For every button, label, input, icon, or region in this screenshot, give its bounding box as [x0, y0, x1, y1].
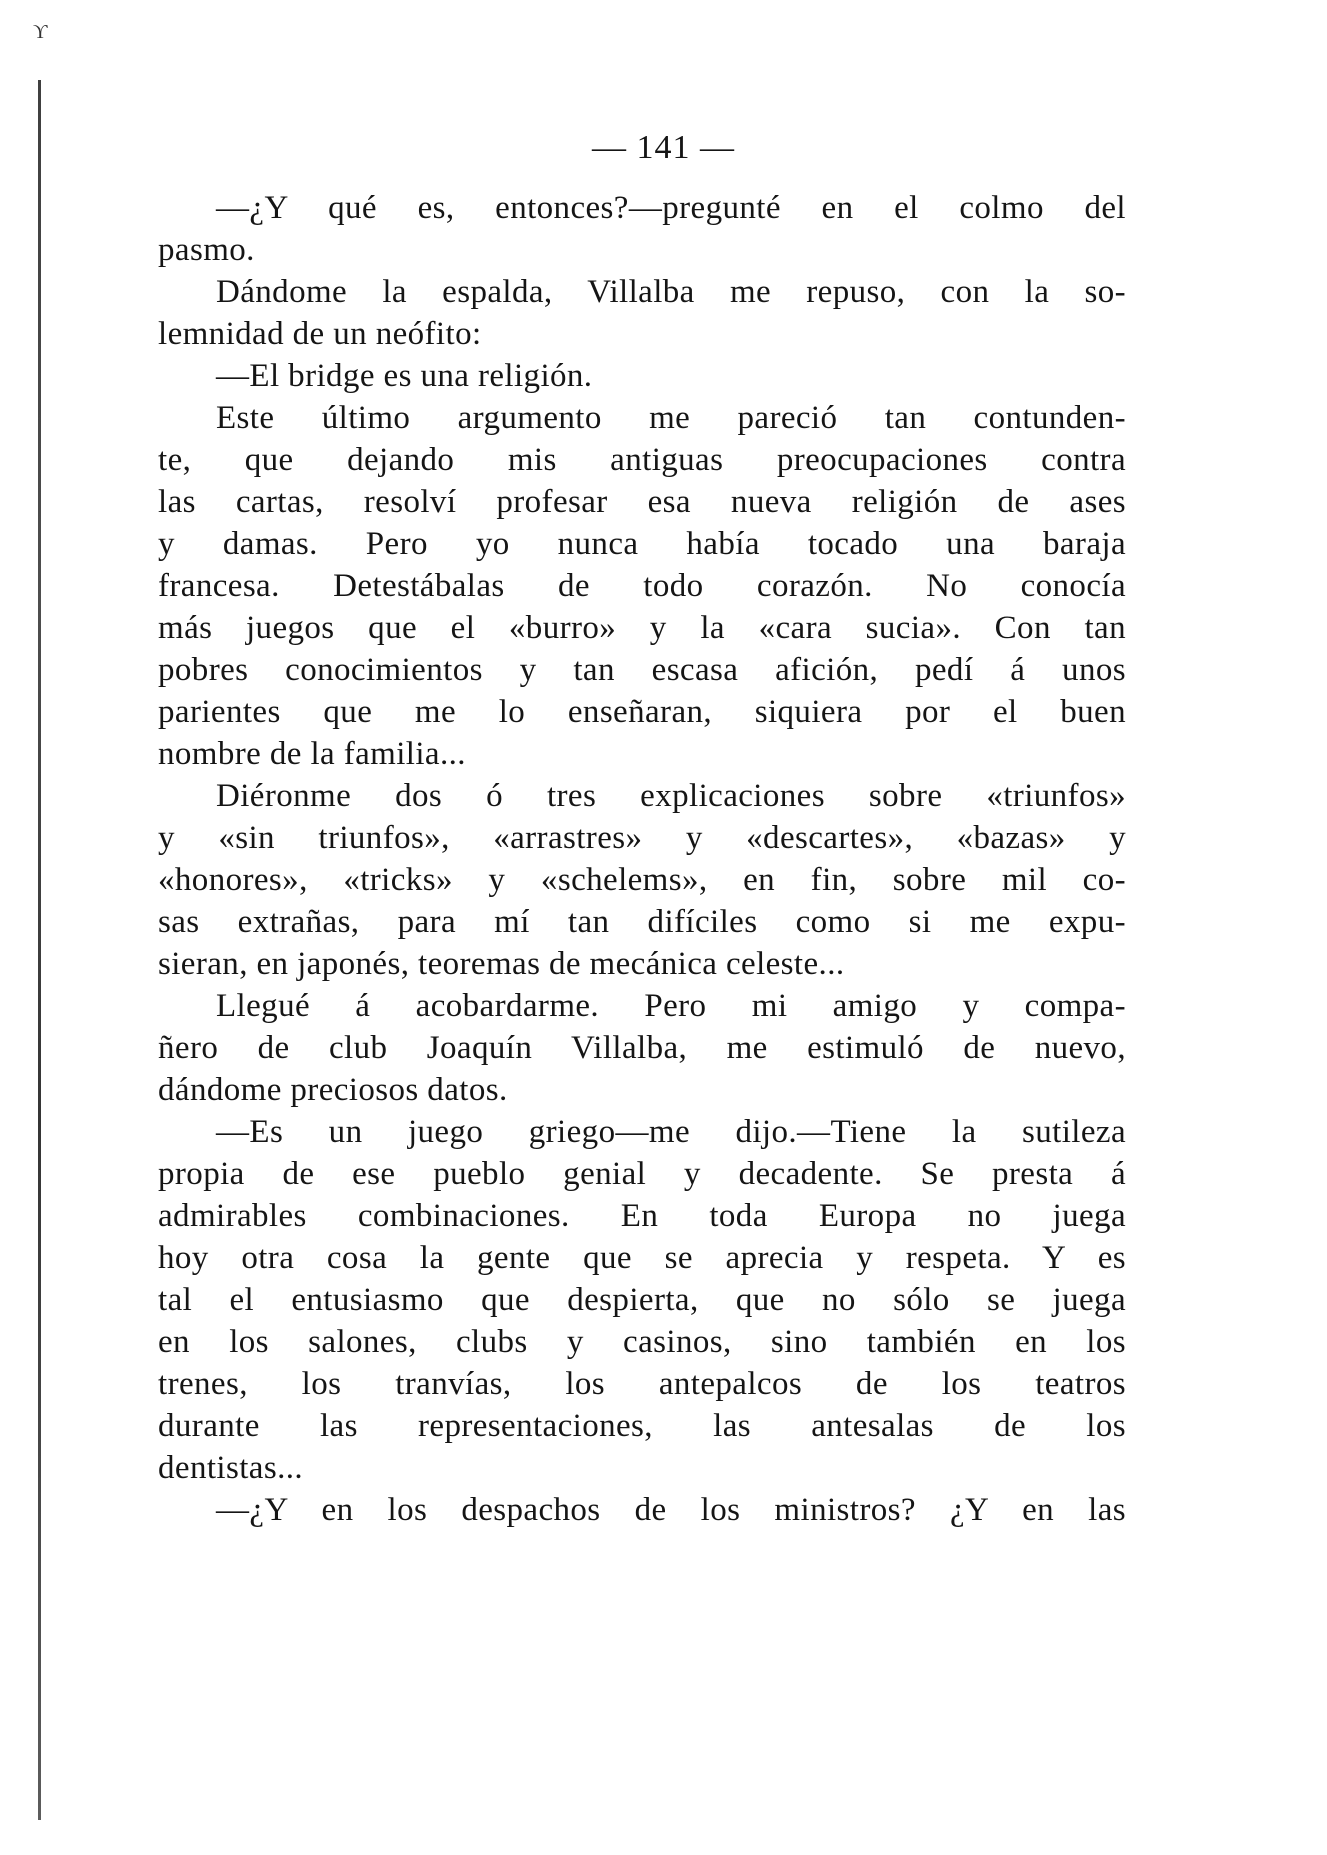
text-line: —Es un juego griego—me dijo.—Tiene la sutileza	[216, 1114, 1126, 1150]
text-line: Llegué á acobardarme. Pero mi amigo y compa-	[216, 988, 1126, 1024]
text-line: —¿Y en los despachos de los ministros? ¿Y en las	[216, 1492, 1126, 1528]
text-line: parientes que me lo enseñaran, siquiera por el buen	[158, 694, 1126, 730]
text-line: sieran, en japonés, teoremas de mecánica celeste...	[158, 946, 845, 982]
text-line: nombre de la familia...	[158, 736, 466, 772]
text-line: «honores», «tricks» y «schelems», en fin, sobre mil co-	[158, 862, 1126, 898]
text-line: ñero de club Joaquín Villalba, me estimuló de nuevo,	[158, 1030, 1126, 1066]
text-line: dándome preciosos datos.	[158, 1072, 508, 1108]
text-line: tal el entusiasmo que despierta, que no sólo se juega	[158, 1282, 1126, 1318]
text-line: más juegos que el «burro» y la «cara sucia». Con tan	[158, 610, 1126, 646]
text-line: te, que dejando mis antiguas preocupaciones contra	[158, 442, 1126, 478]
text-line: las cartas, resolví profesar esa nueva religión de ases	[158, 484, 1126, 520]
text-line: lemnidad de un neófito:	[158, 316, 482, 352]
text-line: durante las representaciones, las antesalas de los	[158, 1408, 1126, 1444]
text-line: sas extrañas, para mí tan difíciles como si me expu-	[158, 904, 1126, 940]
text-line: francesa. Detestábalas de todo corazón. No conocía	[158, 568, 1126, 604]
text-line: —El bridge es una religión.	[216, 358, 593, 394]
binding-mark: ϒ	[33, 21, 48, 43]
text-line: Dándome la espalda, Villalba me repuso, con la so-	[216, 274, 1126, 310]
text-line: y damas. Pero yo nunca había tocado una baraja	[158, 526, 1126, 562]
text-line: en los salones, clubs y casinos, sino también en los	[158, 1324, 1126, 1360]
binding-edge	[38, 80, 41, 1820]
text-line: hoy otra cosa la gente que se aprecia y respeta. Y es	[158, 1240, 1126, 1276]
page-number: — 141 —	[592, 129, 735, 166]
text-line: dentistas...	[158, 1450, 304, 1486]
text-line: —¿Y qué es, entonces?—pregunté en el colmo del	[216, 190, 1126, 226]
text-line: pasmo.	[158, 232, 255, 268]
body-text	[158, 187, 1126, 1531]
text-line: Este último argumento me pareció tan contunden-	[216, 400, 1126, 436]
text-line: pobres conocimientos y tan escasa afición, pedí á unos	[158, 652, 1126, 688]
text-line: y «sin triunfos», «arrastres» y «descartes», «bazas» y	[158, 820, 1126, 856]
text-line: trenes, los tranvías, los antepalcos de los teatros	[158, 1366, 1126, 1402]
text-line: admirables combinaciones. En toda Europa no juega	[158, 1198, 1126, 1234]
text-line: propia de ese pueblo genial y decadente. Se presta á	[158, 1156, 1126, 1192]
text-line: Diéronme dos ó tres explicaciones sobre «triunfos»	[216, 778, 1126, 814]
